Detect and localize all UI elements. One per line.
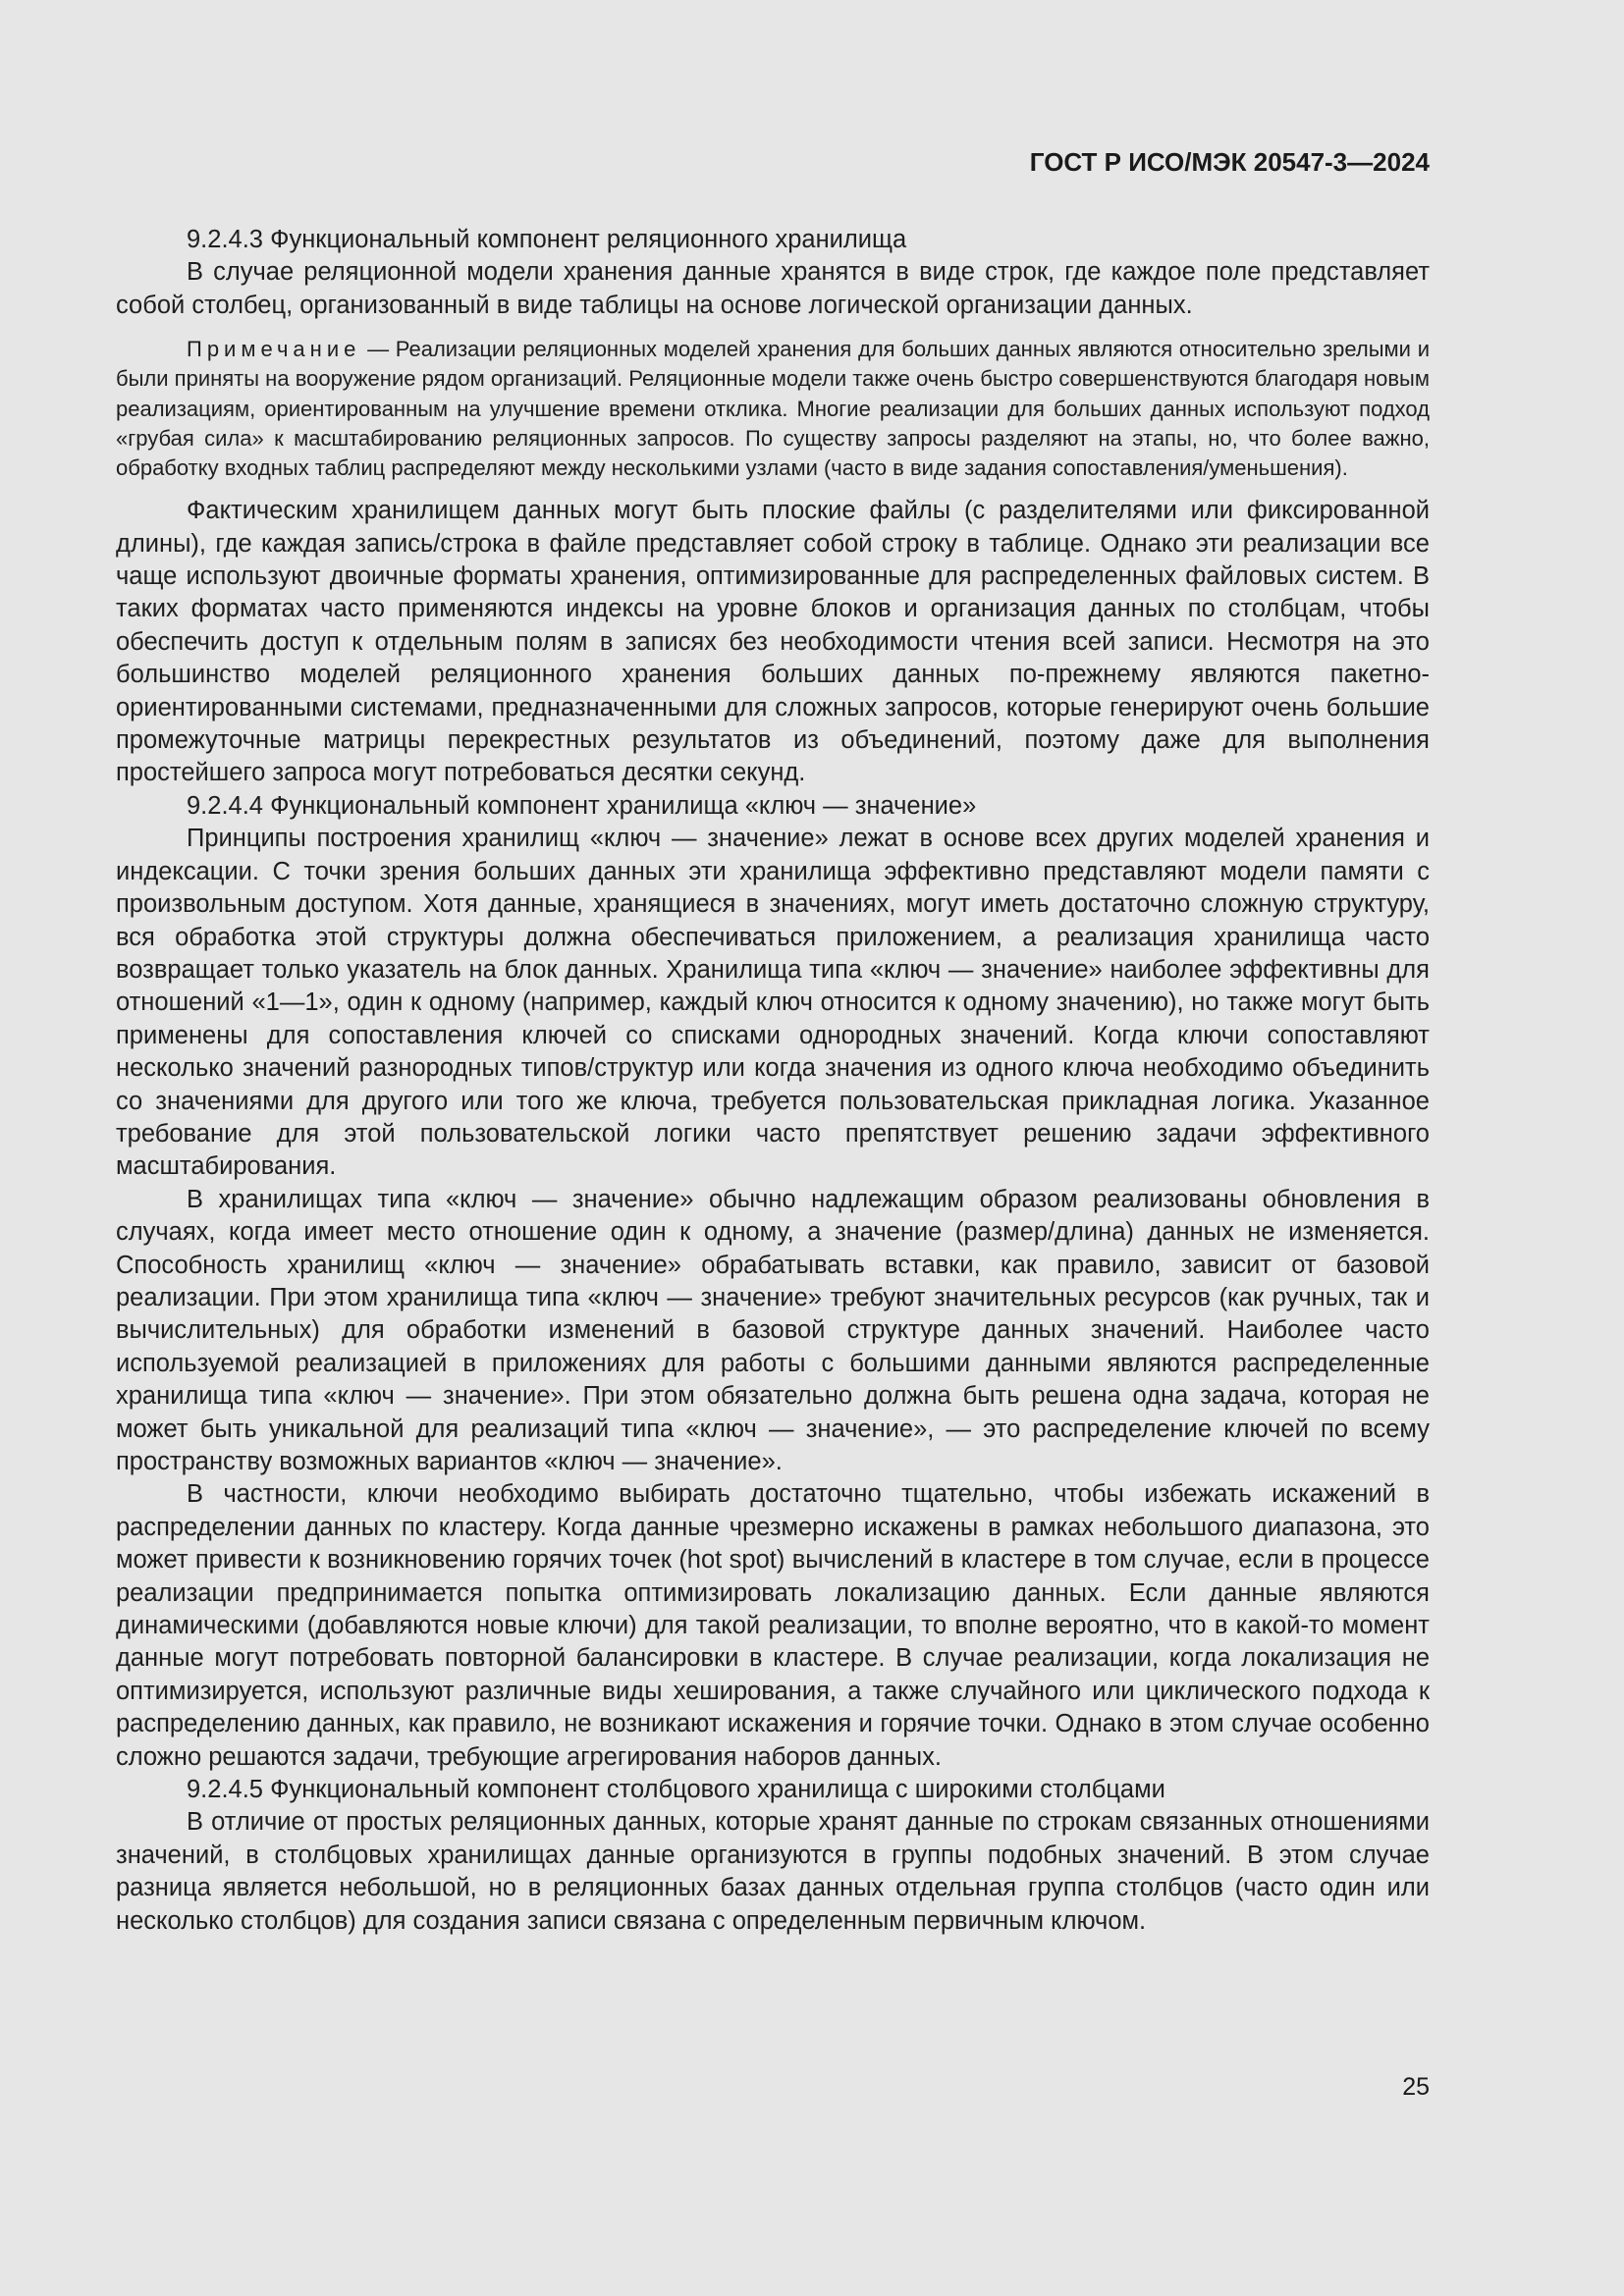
paragraph: В случае реляционной модели хранения данные хранятся в виде строк, где каждое поле представляет собой столбец, организованный в виде таблицы на основе логической организации данных. bbox=[116, 258, 1430, 319]
page-body bbox=[116, 224, 1430, 1938]
section-heading-9-2-4-4: 9.2.4.4 Функциональный компонент хранилища «ключ — значение» bbox=[187, 791, 977, 820]
paragraph: Принципы построения хранилищ «ключ — значение» лежат в основе всех других моделей хранения и индексации. С точки зрения больших данных эти хранилища эффективно представляют модели памяти с произвольным доступом. Хотя данные, хранящиеся в значениях, могут иметь достаточно сложную структуру, вся обработка этой структуры должна обеспечиваться приложением, а реализация хранилища часто возвращает только указатель на блок данных. Хранилища типа «ключ — значение» наиболее эффективны для отношений «1—1», один к одному (например, каждый ключ относится к одному значению), но также могут быть применены для сопоставления ключей со списками однородных значений. Когда ключи сопоставляют несколько значений разнородных типов/структур или когда значения из одного ключа необходимо объединить со значениями для другого или того же ключа, требуется пользовательская прикладная логика. Указанное требование для этой пользовательской логики часто препятствует решению задачи эффективного масштабирования. bbox=[116, 825, 1430, 1181]
section-heading-9-2-4-3: 9.2.4.3 Функциональный компонент реляционного хранилища bbox=[187, 226, 907, 253]
section-heading-9-2-4-5: 9.2.4.5 Функциональный компонент столбцового хранилища с широкими столбцами bbox=[187, 1776, 1165, 1804]
note-label: Примечание bbox=[187, 337, 361, 362]
paragraph: В отличие от простых реляционных данных, которые хранят данные по строкам связанных отношениями значений, в столбцовых хранилищах данные организуются в группы подобных значений. В этом случае разница является небольшой, но в реляционных базах данных отдельная группа столбцов (часто один или несколько столбцов) для создания записи связана с определенным первичным ключом. bbox=[116, 1808, 1430, 1935]
paragraph: В частности, ключи необходимо выбирать достаточно тщательно, чтобы избежать искажений в распределении данных по кластеру. Когда данные чрезмерно искажены в рамках небольшого диапазона, это может привести к возникновению горячих точек (hot spot) вычислений в кластере в том случае, если в процессе реализации предпринимается попытка оптимизировать локализацию данных. Если данные являются динамическими (добавляются новые ключи) для такой реализации, то вполне вероятно, что в какой-то момент данные могут потребовать повторной балансировки в кластере. В случае реализации, когда локализация не оптимизируется, используют различные виды хеширования, а также случайного или циклического подхода к распределению данных, как правило, не возникают искажения и горячие точки. Однако в этом случае особенно сложно решаются задачи, требующие агрегирования наборов данных. bbox=[116, 1480, 1430, 1771]
note-block bbox=[116, 335, 1430, 483]
note-text: — Реализации реляционных моделей хранения для больших данных являются относительно зрелыми и были приняты на вооружение рядом организаций. Реляционные модели также очень быстро совершенствуются благодаря новым реализациям, ориентированным на улучшение времени отклика. Многие реализации для больших данных используют подход «грубая сила» к масштабированию реляционных запросов. По существу запросы разделяют на этапы, но, что более важно, обработку входных таблиц распределяют между несколькими узлами (часто в виде задания сопоставления/уменьшения). bbox=[116, 337, 1430, 481]
document-code-header: ГОСТ Р ИСО/МЭК 20547-3—2024 bbox=[1029, 147, 1430, 177]
page-number: 25 bbox=[1402, 2073, 1430, 2101]
paragraph: В хранилищах типа «ключ — значение» обычно надлежащим образом реализованы обновления в случаях, когда имеет место отношение один к одному, а значение (размер/длина) данных не изменяется. Способность хранилищ «ключ — значение» обрабатывать вставки, как правило, зависит от базовой реализации. При этом хранилища типа «ключ — значение» требуют значительных ресурсов (как ручных, так и вычислительных) для обработки изменений в базовой структуре данных значений. Наиболее часто используемой реализацией в приложениях для работы с большими данными являются распределенные хранилища типа «ключ — значение». При этом обязательно должна быть решена одна задача, которая не может быть уникальной для реализаций типа «ключ — значение», — это распределение ключей по всему пространству возможных вариантов «ключ — значение». bbox=[116, 1185, 1430, 1476]
paragraph: Фактическим хранилищем данных могут быть плоские файлы (с разделителями или фиксированной длины), где каждая запись/строка в файле представляет собой строку в таблице. Однако эти реализации все чаще используют двоичные форматы хранения, оптимизированные для распределенных файловых систем. В таких форматах часто применяются индексы на уровне блоков и организация данных по столбцам, чтобы обеспечить доступ к отдельным полям в записях без необходимости чтения всей записи. Несмотря на это большинство моделей реляционного хранения больших данных по-прежнему являются пакетно-ориентированными системами, предназначенными для сложных запросов, которые генерируют очень большие промежуточные матрицы перекрестных результатов из объединений, поэтому даже для выполнения простейшего запроса могут потребоваться десятки секунд. bbox=[116, 497, 1430, 787]
